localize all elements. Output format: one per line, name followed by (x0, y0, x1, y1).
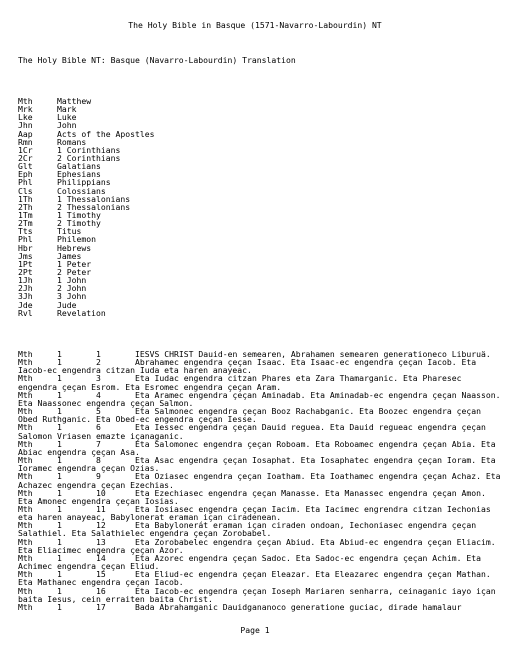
book-name: 2 Timothy (57, 218, 101, 229)
book-abbreviation: Phl (18, 234, 33, 245)
book-abbreviation: Jde (18, 299, 33, 310)
book-abbreviation: Lke (18, 112, 33, 123)
verse-paragraph (18, 423, 502, 439)
verse-list (18, 350, 502, 611)
verse-chapter: 1 (57, 389, 62, 400)
verse-book: Mth (18, 487, 33, 498)
book-abbreviation: 2Tm (18, 218, 33, 229)
page-number: Page 1 (240, 625, 270, 635)
book-name: Luke (57, 112, 77, 123)
verse-book: Mth (18, 536, 33, 547)
verse-number: 12 (96, 520, 106, 531)
book-name: Colossians (57, 185, 106, 196)
verse-number: 4 (96, 389, 101, 400)
book-abbreviation: Tts (18, 226, 33, 237)
book-abbreviation: Cls (18, 185, 33, 196)
verse-number: 9 (96, 471, 101, 482)
verse-text: Eta Salomonec engendra çeçan Roboam. Eta Roboamec engendra çeçan Abia. Eta Abiac engendra çeçan Asa. (18, 438, 496, 457)
verse-paragraph (18, 472, 502, 488)
book-abbreviation: 2Th (18, 201, 33, 212)
verse-book: Mth (18, 569, 33, 580)
verse-paragraph (18, 391, 502, 407)
verse-text: Abrahamec engendra çeçan Isaac. Eta Isaac-ec engendra çeçan Iacob. Eta Iacob-ec engendra citzan Iuda eta haren anayeac. (18, 357, 477, 376)
verse-chapter: 1 (57, 487, 62, 498)
verse-paragraph (18, 489, 502, 505)
verse-text: Eta Azorec engendra çeçan Sadoc. Eta Sadoc-ec engendra çeçan Achim. Eta Achimec engendra çeçan Eliud. (18, 552, 481, 572)
book-name: Jude (57, 299, 77, 310)
book-index-row (18, 113, 154, 121)
book-name: 2 Corinthians (57, 152, 121, 163)
verse-chapter: 1 (57, 438, 62, 449)
verse-paragraph (18, 570, 502, 586)
verse-number: 11 (96, 503, 106, 514)
book-name: James (57, 250, 82, 261)
book-abbreviation: 1Cr (18, 144, 33, 155)
book-name: 2 John (57, 283, 87, 294)
book-name: Titus (57, 226, 82, 237)
verse-paragraph (18, 554, 502, 570)
verse-number: 16 (96, 585, 106, 596)
verse-text: Eta Aramec engendra çeçan Aminadab. Eta Aminadab-ec engendra çeçan Naasson. Eta Naassonec engendra çeçan Salmon. (18, 389, 501, 408)
book-name: Romans (57, 136, 87, 147)
verse-paragraph (18, 358, 502, 374)
book-name: 1 Peter (57, 258, 92, 269)
document-subtitle: The Holy Bible NT: Basque (Navarro-Labourdin) Translation (18, 55, 296, 65)
book-name: Matthew (57, 96, 92, 106)
verse-number: 8 (96, 455, 101, 466)
verse-number: 6 (96, 422, 101, 433)
verse-number: 10 (96, 487, 106, 498)
book-abbreviation: Glt (18, 161, 33, 172)
verse-paragraph (18, 505, 502, 521)
verse-chapter: 1 (57, 357, 62, 368)
book-abbreviation: 1Tm (18, 209, 33, 220)
book-abbreviation: 2Pt (18, 266, 33, 277)
book-index (18, 97, 154, 317)
book-abbreviation: Jms (18, 250, 33, 261)
book-name: Philippians (57, 177, 111, 188)
verse-book: Mth (18, 585, 33, 596)
book-abbreviation: Rvl (18, 307, 33, 318)
verse-book: Mth (18, 389, 33, 400)
verse-paragraph (18, 374, 502, 390)
verse-text: Eta Iosiasec engendra çeçan Iacim. Eta Iacimec engrendra citzan Iechonias eta haren anayeac, Babylonerat eraman içan ciradenean. (18, 503, 491, 523)
verse-paragraph (18, 456, 502, 472)
verse-book: Mth (18, 455, 33, 466)
book-abbreviation: 2Jh (18, 283, 33, 294)
verse-number: 13 (96, 536, 106, 547)
verse-book: Mth (18, 601, 33, 612)
book-abbreviation: Mrk (18, 104, 33, 115)
book-name: Mark (57, 104, 77, 115)
verse-chapter: 1 (57, 520, 62, 531)
book-abbreviation: 3Jh (18, 291, 33, 302)
verse-book: Mth (18, 406, 33, 417)
verse-paragraph (18, 407, 502, 423)
book-index-row (18, 219, 154, 227)
book-abbreviation: Phl (18, 177, 33, 188)
book-index-row (18, 105, 154, 113)
verse-chapter: 1 (57, 601, 62, 612)
book-abbreviation: Mth (18, 96, 33, 106)
verse-chapter: 1 (57, 552, 62, 563)
document-title: The Holy Bible in Basque (1571-Navarro-Labourdin) NT (128, 20, 382, 30)
book-index-row (18, 97, 154, 105)
verse-number: 5 (96, 406, 101, 417)
book-name: Philemon (57, 234, 96, 245)
verse-chapter: 1 (57, 455, 62, 466)
verse-book: Mth (18, 438, 33, 449)
verse-text: IESVS CHRIST Dauid-en semearen, Abrahamen semearen generationeco Liburuä. (135, 349, 491, 359)
verse-book: Mth (18, 422, 33, 433)
book-abbreviation: 2Cr (18, 152, 33, 163)
verse-text: Eta Ezechiasec engendra çeçan Manasse. Eta Manassec engendra çeçan Amon. Eta Amonec engendra çeçan Iosias. (18, 487, 486, 506)
verse-number: 3 (96, 373, 101, 384)
book-abbreviation: Eph (18, 169, 33, 180)
book-name: 1 Timothy (57, 209, 101, 220)
verse-number: 7 (96, 438, 101, 449)
book-index-row (18, 292, 154, 300)
book-index-row (18, 309, 154, 317)
verse-text: Eta Oziasec engendra çeçan Ioatham. Eta Ioathamec engendra çeçan Achaz. Eta Achazec engendra çeçan Ezechias. (18, 471, 501, 490)
book-name: Ephesians (57, 169, 101, 180)
book-abbreviation: 1Th (18, 193, 33, 204)
book-abbreviation: 1Jh (18, 275, 33, 286)
book-name: 3 John (57, 291, 87, 302)
verse-book: Mth (18, 373, 33, 384)
verse-book: Mth (18, 471, 33, 482)
verse-number: 2 (96, 357, 101, 368)
book-name: 2 Thessalonians (57, 201, 131, 212)
verse-text: Eta Asac engendra çeçan Iosaphat. Eta Iosaphatec engendra çeçan Ioram. Eta Ioramec engendra çeçan Ozias. (18, 455, 496, 474)
book-name: 1 John (57, 275, 87, 286)
verse-number: 14 (96, 552, 106, 563)
book-name: Acts of the Apostles (57, 128, 155, 139)
verse-number: 17 (96, 601, 106, 612)
verse-text: Eta Zorobabelec engendra çeçan Abiud. Eta Abiud-ec engendra çeçan Eliacim. Eta Eliacimec engendra çeçan Azor. (18, 536, 496, 555)
book-abbreviation: Aap (18, 128, 33, 139)
verse-chapter: 1 (57, 503, 62, 514)
book-abbreviation: Jhn (18, 120, 33, 131)
verse-text: Eta Iessec engendra çeçan Dauid reguea. Eta Dauid regueac engendra çeçan Salomon Vriasen emazte içanaganic. (18, 422, 486, 441)
book-index-row (18, 244, 154, 252)
verse-paragraph (18, 538, 502, 554)
verse-book: Mth (18, 520, 33, 531)
verse-chapter: 1 (57, 422, 62, 433)
verse-chapter: 1 (57, 471, 62, 482)
verse-text: Eta Eliud-ec engendra çeçan Eleazar. Eta Eleazarec engendra çeçan Mathan. Eta Mathanec engendra çeçan Iacob. (18, 569, 491, 588)
verse-chapter: 1 (57, 406, 62, 417)
book-abbreviation: Rmn (18, 136, 33, 147)
book-name: 1 Corinthians (57, 144, 121, 155)
book-abbreviation: Hbr (18, 242, 33, 253)
verse-text: Eta Iacob-ec engendra çeçan Ioseph Mariaren senharra, ceinaganic iayo içan baita Iesus, cein erraiten baita Christ. (18, 585, 496, 604)
verse-number: 1 (96, 349, 101, 359)
verse-chapter: 1 (57, 349, 62, 359)
book-name: 2 Peter (57, 266, 92, 277)
book-name: John (57, 120, 77, 131)
book-name: 1 Thessalonians (57, 193, 131, 204)
book-name: Hebrews (57, 242, 92, 253)
verse-paragraph (18, 603, 502, 611)
verse-paragraph (18, 587, 502, 603)
verse-book: Mth (18, 357, 33, 368)
verse-book: Mth (18, 349, 33, 359)
verse-chapter: 1 (57, 373, 62, 384)
book-abbreviation: 1Pt (18, 258, 33, 269)
verse-text: Eta Iudac engendra citzan Phares eta Zara Thamarganic. Eta Pharesec engendra çeçan Esrom. Eta Esromec engendra çeçan Aram. (18, 373, 462, 392)
verse-paragraph (18, 440, 502, 456)
book-name: Galatians (57, 161, 101, 172)
verse-text: Eta Salmonec engendra çeçan Booz Rachabganic. Eta Boozec engendra çeçan Obed Ruthganic. Eta Obed-ec engendra çeçan Iesse. (18, 406, 481, 425)
verse-book: Mth (18, 503, 33, 514)
verse-text: Bada Abrahamganic Dauidgananoco generatione guciac, dirade hamalaur (135, 601, 462, 612)
verse-book: Mth (18, 552, 33, 563)
verse-text: Eta Babylonerát eraman içan ciraden ondoan, Iechoniasec engendra çeçan Salathiel. Eta Salathielec engendra çeçan Zorobabel. (18, 520, 477, 539)
book-name: Revelation (57, 307, 106, 318)
verse-paragraph (18, 521, 502, 537)
verse-number: 15 (96, 569, 106, 580)
verse-chapter: 1 (57, 536, 62, 547)
verse-chapter: 1 (57, 585, 62, 596)
verse-chapter: 1 (57, 569, 62, 580)
verse-reference (18, 602, 135, 612)
